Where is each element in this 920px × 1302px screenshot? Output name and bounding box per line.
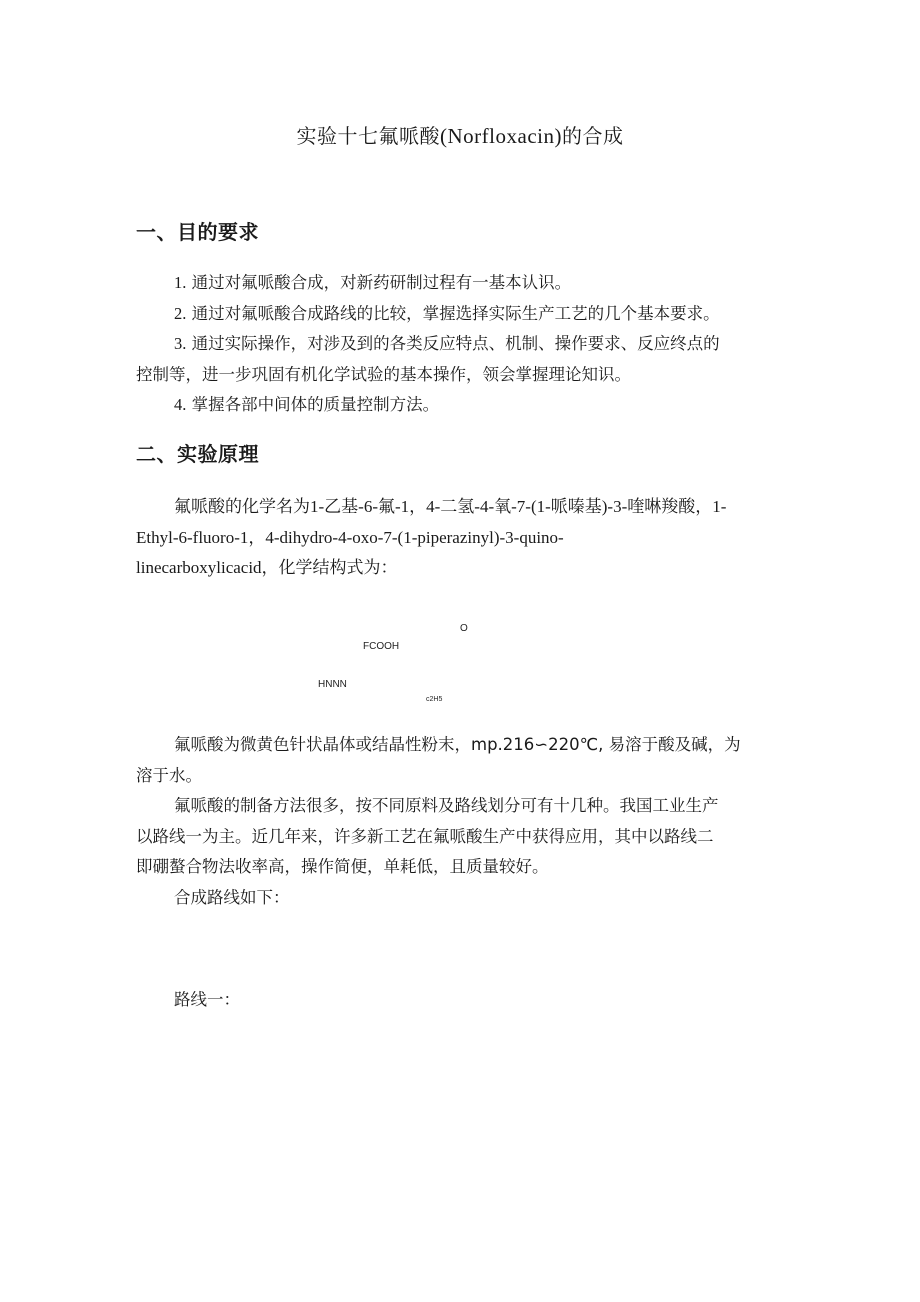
properties-line: 溶于水。 bbox=[136, 765, 202, 785]
route-intro: 合成路线如下： bbox=[174, 887, 290, 907]
requirement-item bbox=[136, 390, 796, 421]
structure-label-c2h5: c2H5 bbox=[426, 696, 443, 703]
requirement-item bbox=[136, 299, 796, 330]
title-latin: (Norfloxacin) bbox=[440, 124, 562, 148]
structure-label-hnnn: HNNN bbox=[318, 679, 347, 690]
requirement-number: 2. bbox=[174, 303, 187, 323]
requirement-number: 1. bbox=[174, 273, 187, 292]
section-heading-objectives: 一、目的要求 bbox=[136, 220, 259, 244]
requirement-item bbox=[136, 329, 796, 360]
principle-line: 氟哌酸的化学名为1-乙基-6-氟-1，4-二氢-4-氧-7-(1-哌嗪基)-3-喹啉羧酸，1- bbox=[174, 497, 727, 516]
properties-paragraph bbox=[136, 730, 796, 791]
requirements-list bbox=[136, 268, 796, 421]
requirement-number: 3. bbox=[174, 334, 187, 353]
requirement-text: 通过对氟哌酸合成路线的比较，掌握选择实际生产工艺的几个基本要求。 bbox=[191, 303, 720, 323]
requirement-item-continued: 控制等，进一步巩固有机化学试验的基本操作，领会掌握理论知识。 bbox=[136, 364, 631, 384]
requirement-text: 掌握各部中间体的质量控制方法。 bbox=[191, 395, 440, 414]
title-prefix: 实验十七氟哌酸 bbox=[296, 124, 441, 148]
structure-label-fcooh: FCOOH bbox=[363, 641, 400, 652]
principle-line: linecarboxylicacid，化学结构式为： bbox=[136, 558, 398, 577]
requirement-text: 通过对氟哌酸合成，对新药研制过程有一基本认识。 bbox=[191, 273, 572, 292]
page-title bbox=[0, 120, 920, 149]
section-heading-principle: 二、实验原理 bbox=[136, 442, 259, 466]
preparation-paragraph bbox=[136, 791, 796, 913]
preparation-line: 以路线一为主。近几年来，许多新工艺在氟哌酸生产中获得应用，其中以路线二 bbox=[136, 826, 714, 846]
requirement-number: 4. bbox=[174, 395, 187, 414]
principle-line: Ethyl-6-fluoro-1，4-dihydro-4-oxo-7-(1-piperazinyl)-3-quino- bbox=[136, 527, 564, 547]
preparation-line: 即硼螯合物法收率高，操作简便，单耗低，且质量较好。 bbox=[136, 857, 549, 876]
properties-line: 氟哌酸为微黄色针状晶体或结晶性粉末，mp.216∽220℃, 易溶于酸及碱，为 bbox=[174, 735, 741, 754]
route-one-label: 路线一： bbox=[174, 990, 240, 1009]
principle-paragraph bbox=[136, 492, 796, 584]
preparation-line: 氟哌酸的制备方法很多，按不同原料及路线划分可有十几种。我国工业生产 bbox=[174, 796, 719, 815]
requirement-text: 通过实际操作，对涉及到的各类反应特点、机制、操作要求、反应终点的 bbox=[191, 334, 720, 353]
requirement-item bbox=[136, 268, 796, 299]
title-suffix: 的合成 bbox=[561, 124, 624, 148]
structure-label-o: O bbox=[460, 623, 468, 634]
